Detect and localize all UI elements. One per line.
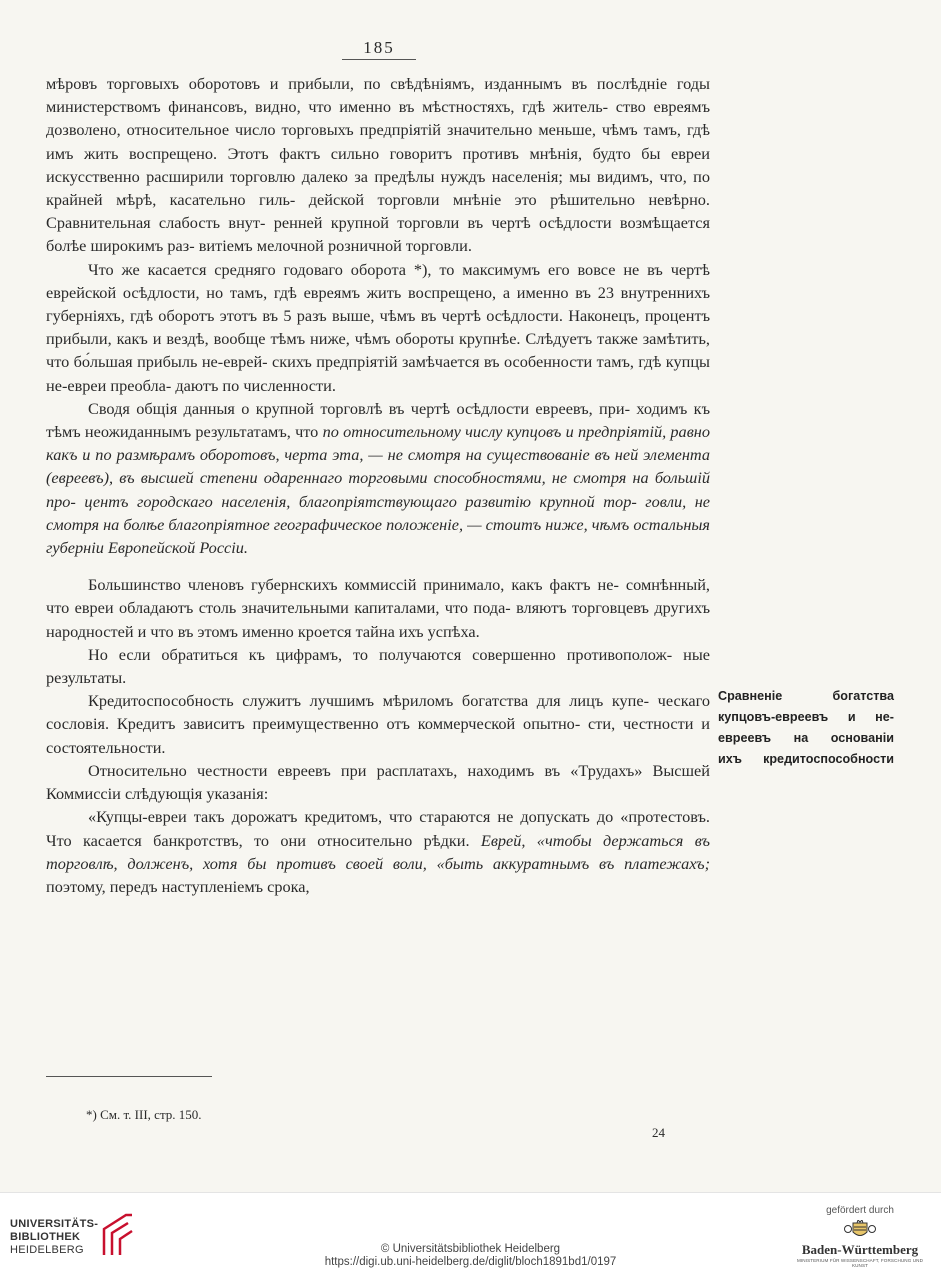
funder-logo[interactable] <box>790 1205 930 1268</box>
italic-run: по относительному числу купцовъ и предпріятій, равно какъ и по размѣрамъ оборотовъ, черта эта, — не смотря на существованіе въ ней элемента (евреевъ), въ высшей степени одареннаго торговыми способностями, не смотря на большій про- центъ городскаго населенія, благопріятствующаго развитію крупной тор- говли, не смотря на болѣе благопріятное географическое положеніе, — стоитъ ниже, чѣмъ остальныя губерніи Европейской Россіи. <box>46 422 710 558</box>
funded-by-label: gefördert durch <box>826 1205 894 1216</box>
paragraph <box>46 573 710 643</box>
text-run: поэтому, передъ наступленіемъ срока, <box>46 876 310 896</box>
paragraph <box>46 72 710 258</box>
copyright-text: © Universitätsbibliothek Heidelberg <box>380 1243 561 1255</box>
header-rule <box>342 59 416 60</box>
paragraph <box>46 258 710 397</box>
text-run: Большинство членовъ губернскихъ коммиссій принимало, какъ фактъ не- сомнѣнный, что евреи обладаютъ столь значительными капиталами, что пода- вляютъ торговцевъ другихъ народностей и что въ этомъ именно кроется тайна ихъ успѣха. <box>46 575 710 641</box>
text-run: Что же касается средняго годоваго оборота *), то максимумъ его вовсе не въ чертѣ еврейской осѣдлости, но тамъ, гдѣ евреямъ жить воспрещено, а именно въ 23 внутреннихъ губерніяхъ, гдѣ оборотъ этотъ въ 5 разъ выше, чѣмъ въ чертѣ осѣдлости. Наконецъ, процентъ прибыли, какъ и вездѣ, вообще тѣмъ ниже, чѣмъ обороты крупнѣе. Слѣдуетъ также замѣтить, что бо́льшая прибыль не-еврей- скихъ предпріятій замѣчается въ особенности тамъ, гдѣ купцы не-евреи преобла- даютъ по численности. <box>46 259 710 395</box>
printer-signature: 24 <box>652 1125 665 1140</box>
library-name-line: UNIVERSITÄTS- <box>10 1218 99 1230</box>
library-name-line: HEIDELBERG <box>10 1244 84 1256</box>
page-number: 185 <box>363 38 395 57</box>
body-text <box>46 72 710 898</box>
paragraph <box>46 689 710 759</box>
margin-note-line: евреевъ на основаніи <box>718 731 894 745</box>
text-run: Но если обратиться къ цифрамъ, то получаются совершенно противополож- ные результаты. <box>46 644 710 688</box>
margin-note-line: ихъ кредитоспособности <box>718 752 894 766</box>
coat-of-arms-icon <box>843 1220 877 1240</box>
margin-note-line: Сравненіе богатства <box>718 689 894 703</box>
margin-note-line: купцовъ-евреевъ и не- <box>718 710 894 724</box>
margin-note <box>718 686 894 770</box>
paragraph <box>46 805 710 898</box>
footer-bar <box>0 1192 941 1272</box>
text-run: «Купцы-евреи такъ дорожатъ кредитомъ, что стараются не допускать до «протестовъ. Что касается банкротствъ, то они относительно рѣдки. <box>46 807 710 850</box>
footnote: *) См. т. III, стр. 150. <box>86 1107 202 1122</box>
ministry-name: MINISTERIUM FÜR WISSENSCHAFT, FORSCHUNG UND KUNST <box>796 1258 924 1268</box>
text-run: мѣровъ торговыхъ оборотовъ и прибыли, по свѣдѣніямъ, изданнымъ въ послѣдніе годы министерствомъ финансовъ, видно, что именно въ мѣстностяхъ, гдѣ житель- ство евреямъ дозволено, относительное число торговыхъ предпріятій значительно меньше, чѣмъ тамъ, гдѣ имъ жить воспрещено. Этотъ фактъ сильно говоритъ противъ мнѣнія, будто бы евреи искусственно расширили торговлю далеко за предѣлы нуждъ населенія; мы видимъ, что, по крайней мѣрѣ, касательно гиль- дейской торговли мнѣніе это рѣшительно невѣрно. Сравнительная слабость внут- ренней крупной торговли въ чертѣ осѣдлости возмѣщается болѣе широкимъ раз- витіемъ мелочной розничной торговли. <box>46 74 710 256</box>
paragraph <box>46 643 710 689</box>
paragraph <box>46 759 710 805</box>
state-name: Baden-Württemberg <box>801 1242 919 1257</box>
italic-run: Еврей, «чтобы держаться въ торговлѣ, долженъ, хотя бы противъ своей воли, «быть аккуратнымъ въ платежахъ; <box>46 830 710 873</box>
text-run: Кредитоспособность служитъ лучшимъ мѣриломъ богатства для лицъ купе- ческаго сословія. Кредитъ зависитъ преимущественно отъ коммерческой опытно- сти, честности и состоятельности. <box>46 691 710 757</box>
permalink[interactable]: https://digi.ub.uni-heidelberg.de/diglit/bloch1891bd1/0197 <box>324 1256 617 1268</box>
library-name-line: BIBLIOTHEK <box>10 1231 81 1243</box>
text-run: Сводя общія данныя о крупной торговлѣ въ чертѣ осѣдлости евреевъ, при- ходимъ къ тѣмъ неожиданнымъ результатамъ, что <box>46 398 710 442</box>
footnote-rule <box>46 1076 212 1077</box>
text-run: Относительно честности евреевъ при расплатахъ, находимъ въ «Трудахъ» Высшей Коммиссіи слѣдующія указанія: <box>46 760 710 804</box>
paragraph <box>46 397 710 559</box>
